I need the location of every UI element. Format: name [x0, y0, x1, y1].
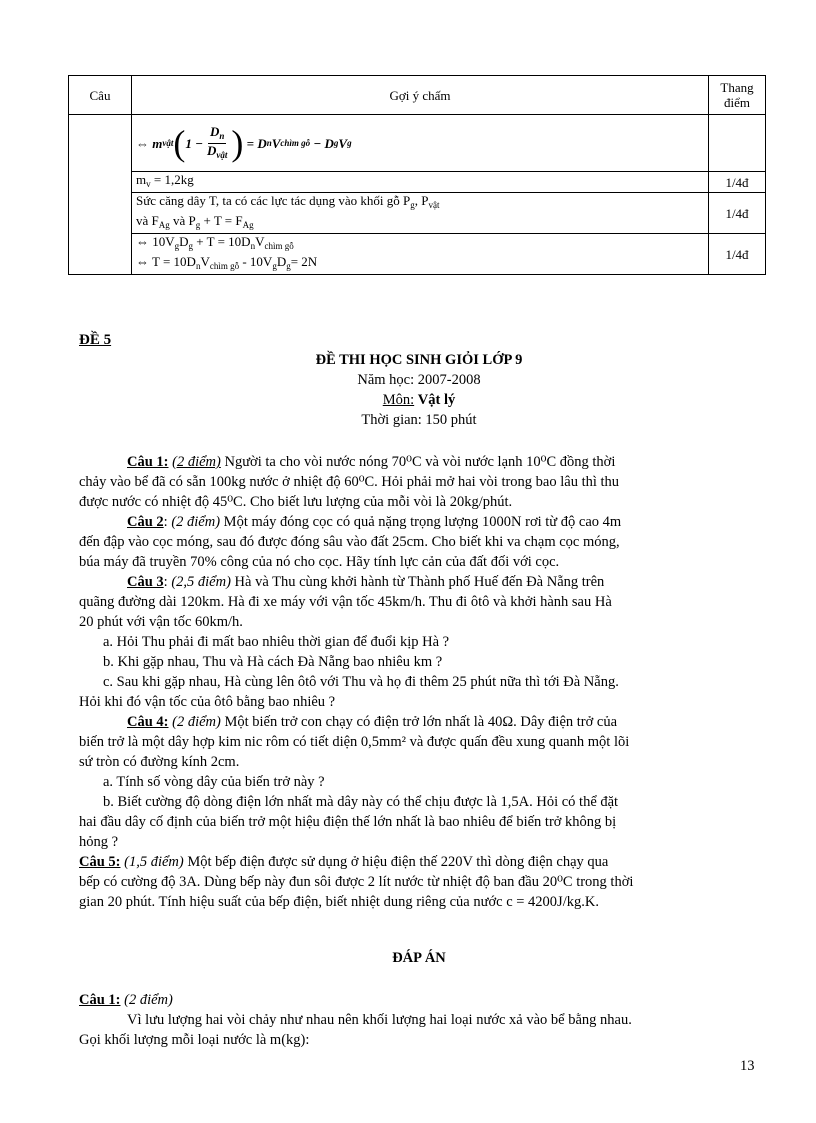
grading-table — [68, 75, 766, 275]
formula-mvat: ⇔ m vật ( 1 − $\frac{D_n}{D_{vật}}$ ) = D n V chìm gỗ − D g V g — [136, 123, 352, 163]
header-cau: Câu — [69, 76, 132, 115]
table-row — [69, 193, 766, 234]
row-tension-points: 1/4đ — [709, 193, 766, 234]
q2-line3: búa máy đã truyền 70% công của nó cho cọc. Hãy tính lực cản của đất đối với cọc. — [79, 554, 560, 570]
exam-label: ĐỀ 5 — [79, 332, 112, 348]
header-goi-y: Gợi ý chấm — [132, 76, 709, 115]
page-number: 13 — [740, 1058, 755, 1074]
q5-line2: bếp có cường độ 3A. Dùng bếp này đun sôi được 2 lít nước từ nhiệt độ ban đầu 20⁰C trong thời — [79, 874, 634, 890]
answer-line2: Gọi khối lượng mỗi loại nước là m(kg): — [79, 1032, 310, 1048]
table-row — [69, 172, 766, 193]
q5-line1: Câu 5: (1,5 điểm) Một bếp điện được sử dụng ở hiệu điện thế 220V thì dòng điện chạy qua — [79, 854, 609, 870]
q5-line3: gian 20 phút. Tính hiệu suất của bếp điện, biết nhiệt dung riêng của nước c = 4200J/kg.K. — [79, 894, 599, 910]
answer-line1: Vì lưu lượng hai vòi chảy như nhau nên khối lượng hai loại nước xả vào bể bằng nhau. — [127, 1012, 632, 1028]
q1-line3: được nước có nhiệt độ 45⁰C. Cho biết lưu lượng của mỗi vòi là 20kg/phút. — [79, 494, 513, 510]
q1-line1: Câu 1: (2 điểm) Người ta cho vòi nước nóng 70⁰C và vòi nước lạnh 10⁰C đồng thời — [127, 454, 616, 470]
row-result-points: 1/4đ — [709, 234, 766, 275]
q4-item-a: a. Tính số vòng dây của biến trở này ? — [103, 774, 325, 790]
answer-title: ĐÁP ÁN — [392, 950, 446, 966]
table-header-row — [69, 76, 766, 115]
exam-year: Năm học: 2007-2008 — [357, 372, 481, 388]
answer-q1-heading: Câu 1: (2 điểm) — [79, 992, 173, 1008]
formula-cell — [132, 115, 709, 172]
exam-subject: Môn: Vật lý — [382, 392, 456, 408]
row-result: ⇔ $10V_gD_g + T = 10D_nV_{chìm gỗ}$ ⇔ $T = 10D_nV_{chìm gỗ} - 10V_gD_g= 2N$ — [132, 234, 709, 275]
q3-line2: quãng đường dài 120km. Hà đi xe máy với vận tốc 45km/h. Thu đi ôtô và khởi hành sau Hà — [79, 594, 612, 610]
q4-line1: Câu 4: (2 điểm) Một biến trở con chạy có điện trở lớn nhất là 40Ω. Dây điện trở của — [127, 714, 618, 730]
q4-line2: biến trở là một dây hợp kim nic rôm có tiết diện 0,5mm² và được quấn đều xung quanh một lõi — [79, 734, 630, 750]
table-row — [69, 234, 766, 275]
cau-cell — [69, 115, 132, 275]
q2-line1: Câu 2: (2 điểm) Một máy đóng cọc có quả nặng trọng lượng 1000N rơi từ độ cao 4m — [127, 514, 622, 530]
row-tension: Sức căng dây T, ta có các lực tác dụng vào khối gỗ $P_g$, $P_{vật}$ và $F_{Ag}$ và $P_g + T = F_{Ag}$ — [132, 193, 709, 234]
q3-item-a: a. Hỏi Thu phải đi mất bao nhiêu thời gian để đuổi kịp Hà ? — [103, 634, 450, 650]
q4-line3: sứ tròn có đường kính 2cm. — [79, 754, 240, 770]
q3-line3: 20 phút với vận tốc 60km/h. — [79, 614, 243, 630]
table-row — [69, 115, 766, 172]
q3-line1: Câu 3: (2,5 điểm) Hà và Thu cùng khởi hành từ Thành phố Huế đến Đà Nẵng trên — [127, 574, 605, 590]
q1-line2: chảy vào bể đã có sẵn 100kg nước ở nhiệt độ 60⁰C. Hỏi phải mở hai vòi trong bao lâu thì thu — [79, 474, 620, 490]
exam-title: ĐỀ THI HỌC SINH GIỎI LỚP 9 — [315, 352, 523, 368]
header-thang-diem: Thang điểm — [709, 76, 766, 115]
q4-item-b2: hai đầu dây cố định của biến trở một hiệu điện thế lớn nhất là bao nhiêu để biến trở không bị — [79, 814, 617, 830]
q4-item-b3: hỏng ? — [79, 834, 119, 850]
row-mv-points: 1/4đ — [709, 172, 766, 193]
formula-points — [709, 115, 766, 172]
exam-time: Thời gian: 150 phút — [361, 412, 477, 428]
q2-line2: đến đập vào cọc móng, sau đó được đóng sâu vào đất 25cm. Cho biết khi va chạm cọc móng, — [79, 534, 620, 550]
q4-item-b1: b. Biết cường độ dòng điện lớn nhất mà dây này có thể chịu được là 1,5A. Hỏi có thể đặt — [103, 794, 619, 810]
q3-item-c1: c. Sau khi gặp nhau, Hà cùng lên ôtô với Thu và họ đi thêm 25 phút nữa thì tới Đà Nẵng. — [103, 674, 619, 690]
q3-item-c2: Hỏi khi đó vận tốc của ôtô bằng bao nhiêu ? — [79, 694, 336, 710]
q3-item-b: b. Khi gặp nhau, Thu và Hà cách Đà Nẵng bao nhiêu km ? — [103, 654, 443, 670]
row-mv: $m_v = 1,2kg$ — [132, 172, 709, 193]
